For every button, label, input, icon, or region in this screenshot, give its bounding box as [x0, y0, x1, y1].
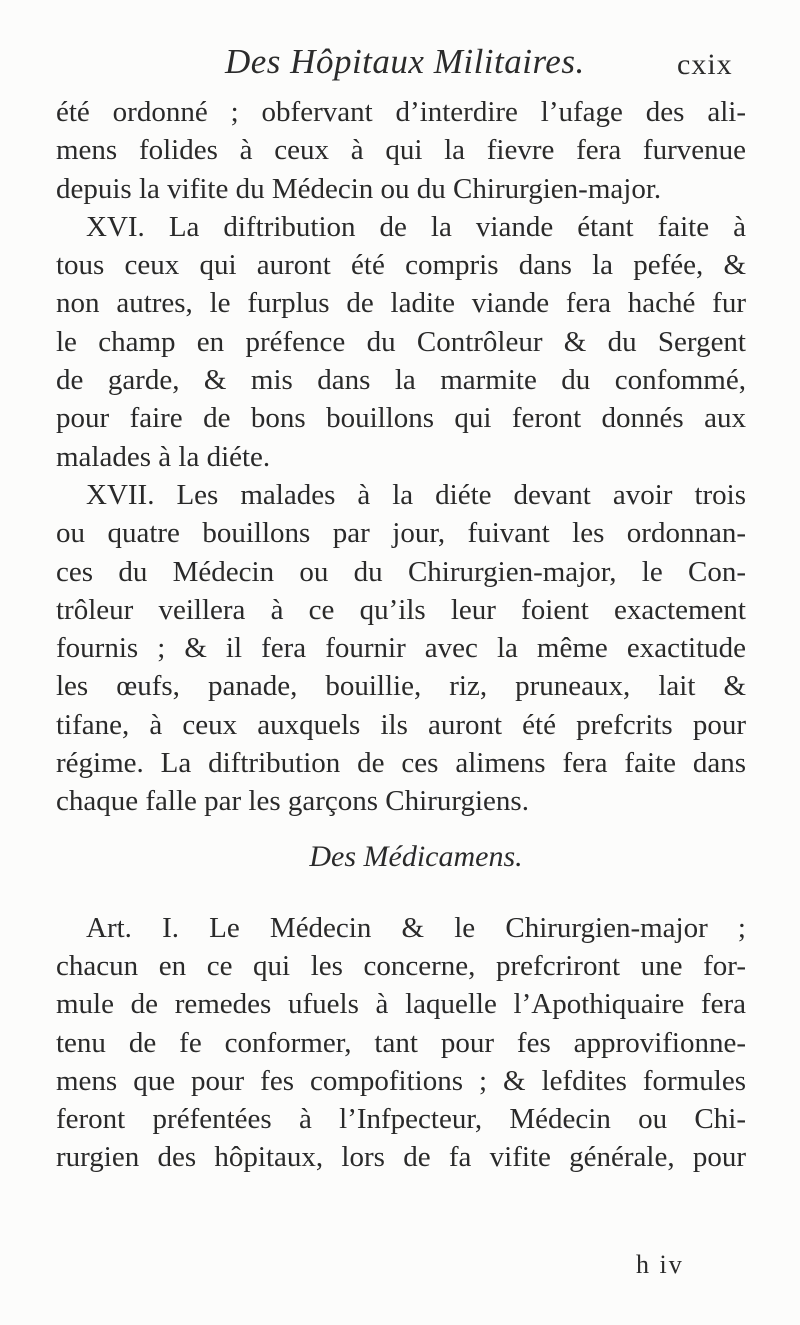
section-title: Des Médicamens.	[309, 839, 523, 873]
text-line: chaque falle par les garçons Chirurgiens.	[56, 785, 529, 818]
text-line: fournis ; & il fera fournir avec la même exactitude	[56, 632, 746, 665]
paragraph-continuation	[56, 93, 746, 208]
article-i	[56, 909, 746, 1177]
text-line: trôleur veillera à ce qu’ils leur foient exactement	[56, 593, 746, 626]
text-line: tenu de fe conformer, tant pour fes approvifionne-	[56, 1026, 746, 1059]
text-line: ou quatre bouillons par jour, fuivant les ordonnan-	[56, 517, 746, 550]
text-line: non autres, le furplus de ladite viande fera haché fur	[56, 287, 746, 320]
text-line: tous ceux qui auront été compris dans la pefée, &	[56, 249, 746, 282]
text-line: Art. I. Le Médecin & le Chirurgien-major ;	[86, 911, 746, 944]
text-line: de garde, & mis dans la marmite du confommé,	[56, 364, 746, 397]
text-line: tifane, à ceux auxquels ils auront été prefcrits pour	[56, 708, 746, 741]
article-xvii	[56, 476, 746, 821]
text-line: ces du Médecin ou du Chirurgien-major, le Con-	[56, 555, 746, 588]
text-line: chacun en ce qui les concerne, prefcriront une for-	[56, 949, 746, 982]
running-head-title: Des Hôpitaux Militaires.	[225, 42, 585, 81]
body-text	[56, 93, 746, 1177]
text-line: XVII. Les malades à la diéte devant avoir trois	[86, 478, 746, 511]
text-line: pour faire de bons bouillons qui feront donnés aux	[56, 402, 746, 435]
text-line: mens que pour fes compofitions ; & lefdites formules	[56, 1064, 746, 1097]
text-line: les œufs, panade, bouillie, riz, pruneaux, lait &	[56, 670, 746, 703]
text-line: été ordonné ; obfervant d’interdire l’ufage des ali-	[56, 96, 746, 128]
text-line: malades à la diéte.	[56, 440, 271, 473]
article-xvi	[56, 208, 746, 476]
page-number: cxix	[677, 48, 733, 81]
text-line: mule de remedes ufuels à laquelle l’Apothiquaire fera	[56, 988, 746, 1021]
text-line: feront préfentées à l’Infpecteur, Médecin ou Chi-	[56, 1103, 746, 1136]
text-line: mens folides à ceux à qui la fievre fera furvenue	[56, 134, 746, 167]
text-line: depuis la vifite du Médecin ou du Chirurgien-major.	[56, 172, 662, 205]
text-line: le champ en préfence du Contrôleur & du Sergent	[56, 325, 746, 358]
signature-mark: h iv	[636, 1250, 684, 1279]
text-line: rurgien des hôpitaux, lors de fa vifite générale, pour	[56, 1141, 746, 1174]
text-line: XVI. La diftribution de la viande étant faite à	[86, 210, 746, 243]
running-head	[0, 40, 800, 90]
text-line: régime. La diftribution de ces alimens fera faite dans	[56, 747, 746, 780]
